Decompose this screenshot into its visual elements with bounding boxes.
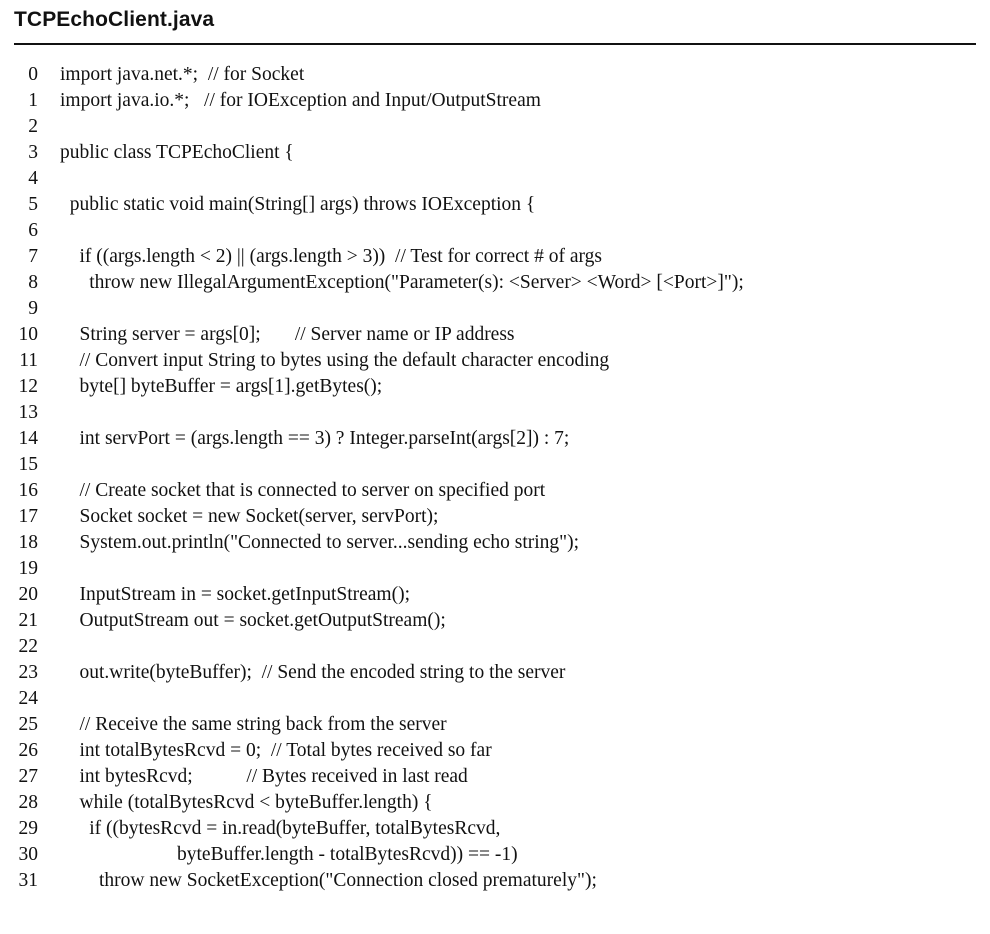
line-number: 5 [28,194,38,215]
code-line [0,270,990,296]
code-line [0,244,990,270]
line-number: 14 [18,428,38,449]
line-number: 27 [18,766,38,787]
line-number: 4 [28,168,38,189]
line-number: 23 [18,662,38,683]
line-code: byteBuffer.length - totalBytesRcvd)) == -1) [60,844,518,865]
code-line [0,790,990,816]
line-code: if ((bytesRcvd = in.read(byteBuffer, totalBytesRcvd, [60,818,501,839]
code-line [0,634,990,660]
line-number: 3 [28,142,38,163]
line-number: 0 [28,64,38,85]
line-code: while (totalBytesRcvd < byteBuffer.length) { [60,792,433,813]
line-number: 10 [18,324,38,345]
line-number: 20 [18,584,38,605]
line-code: import java.net.*; // for Socket [60,64,305,85]
line-code: public class TCPEchoClient { [60,142,294,163]
code-line [0,88,990,114]
code-line [0,530,990,556]
line-code: InputStream in = socket.getInputStream(); [60,584,411,605]
line-code: System.out.println("Connected to server...sending echo string"); [60,532,580,553]
code-line [0,192,990,218]
line-number: 2 [28,116,38,137]
code-line [0,426,990,452]
code-line [0,738,990,764]
code-line [0,582,990,608]
line-code: out.write(byteBuffer); // Send the encoded string to the server [60,662,566,683]
line-number: 1 [28,90,38,111]
code-line [0,114,990,140]
line-number: 24 [18,688,38,709]
line-code: String server = args[0]; // Server name or IP address [60,324,515,345]
line-number: 30 [18,844,38,865]
code-line [0,764,990,790]
line-code: // Create socket that is connected to server on specified port [60,480,546,501]
code-line [0,140,990,166]
line-number: 13 [18,402,38,423]
line-number: 26 [18,740,38,761]
line-number: 12 [18,376,38,397]
line-number: 17 [18,506,38,527]
line-number: 11 [19,350,38,371]
line-number: 9 [28,298,38,319]
line-number: 6 [28,220,38,241]
code-line [0,348,990,374]
code-line [0,400,990,426]
code-line [0,686,990,712]
code-line [0,842,990,868]
code-line [0,556,990,582]
line-code: import java.io.*; // for IOException and Input/OutputStream [60,90,541,111]
code-line [0,816,990,842]
line-number: 16 [18,480,38,501]
line-code: // Convert input String to bytes using the default character encoding [60,350,610,371]
code-line [0,504,990,530]
line-number: 21 [18,610,38,631]
line-code: byte[] byteBuffer = args[1].getBytes(); [60,376,383,397]
line-code: throw new SocketException("Connection closed prematurely"); [60,870,597,891]
line-number: 31 [18,870,38,891]
code-line [0,608,990,634]
line-number: 18 [18,532,38,553]
listing-title: TCPEchoClient.java [14,8,215,31]
code-line [0,322,990,348]
line-number: 28 [18,792,38,813]
line-code: int servPort = (args.length == 3) ? Integer.parseInt(args[2]) : 7; [60,428,570,449]
line-number: 22 [18,636,38,657]
line-number: 25 [18,714,38,735]
code-line [0,218,990,244]
code-line [0,712,990,738]
line-code: int bytesRcvd; // Bytes received in last read [60,766,468,787]
line-code: Socket socket = new Socket(server, servPort); [60,506,439,527]
line-number: 15 [18,454,38,475]
code-line [0,478,990,504]
line-code: if ((args.length < 2) || (args.length > 3)) // Test for correct # of args [60,246,602,267]
line-code: throw new IllegalArgumentException("Parameter(s): <Server> <Word> [<Port>]"); [60,272,744,293]
line-number: 7 [28,246,38,267]
line-code: OutputStream out = socket.getOutputStream(); [60,610,446,631]
code-line [0,868,990,894]
line-code: // Receive the same string back from the server [60,714,447,735]
line-code: int totalBytesRcvd = 0; // Total bytes received so far [60,740,492,761]
code-line [0,62,990,88]
title-rule [14,43,976,45]
code-line [0,296,990,322]
line-number: 19 [18,558,38,579]
code-line [0,660,990,686]
line-number: 8 [28,272,38,293]
code-line [0,166,990,192]
line-code: public static void main(String[] args) throws IOException { [60,194,536,215]
code-line [0,374,990,400]
line-number: 29 [18,818,38,839]
code-line [0,452,990,478]
code-listing [0,62,990,894]
